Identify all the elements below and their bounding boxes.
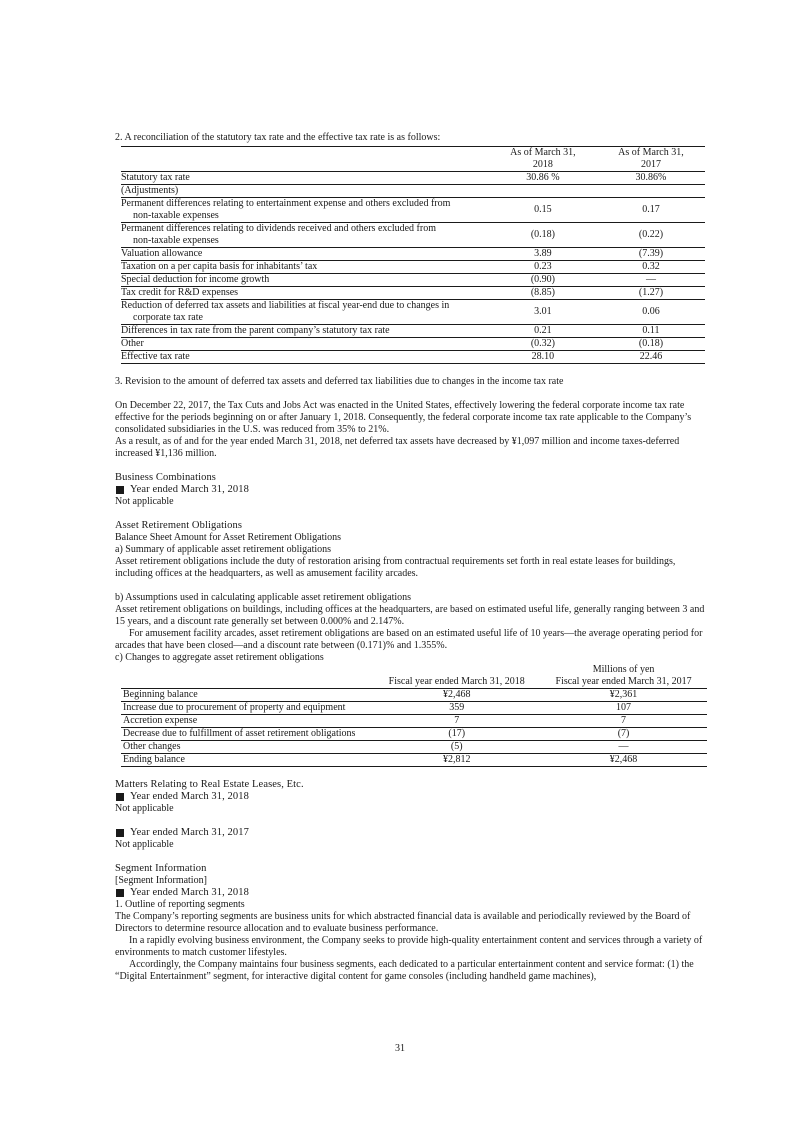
table-row: Other changes (5) — <box>121 741 707 754</box>
year-heading: Year ended March 31, 2018 <box>115 791 707 803</box>
table-row: Tax credit for R&D expenses (8.85) (1.27) <box>121 287 705 300</box>
table-row: Taxation on a per capita basis for inhabitants’ tax 0.23 0.32 <box>121 261 705 274</box>
item-title: b) Assumptions used in calculating applicable asset retirement obligations <box>115 592 412 603</box>
section-heading: Asset Retirement Obligations <box>115 520 243 531</box>
not-applicable-text: Not applicable <box>115 803 174 814</box>
item-title: a) Summary of applicable asset retirement obligations <box>115 544 332 555</box>
column-header-2017: Fiscal year ended March 31, 2017 <box>540 676 707 689</box>
table-row: Other (0.32) (0.18) <box>121 338 705 351</box>
square-bullet-icon <box>116 486 124 494</box>
table-row: Differences in tax rate from the parent company’s statutory tax rate 0.21 0.11 <box>121 325 705 338</box>
sub-heading: [Segment Information] <box>115 875 207 886</box>
square-bullet-icon <box>116 793 124 801</box>
segment-paragraph: Accordingly, the Company maintains four business segments, each dedicated to a particular entertainment content and service format: (1) the “Digital Entertainment” segment, for interactive digital content for game consoles (including handheld game machines), <box>115 959 694 982</box>
item-title: c) Changes to aggregate asset retirement obligations <box>115 652 324 663</box>
page-number: 31 <box>395 1043 405 1054</box>
column-header-2018: As of March 31, 2018 <box>489 147 597 172</box>
section-heading: Matters Relating to Real Estate Leases, Etc. <box>115 779 304 790</box>
column-header-2017: As of March 31, 2017 <box>597 147 705 172</box>
sub-heading: Balance Sheet Amount for Asset Retirement Obligations <box>115 532 342 543</box>
column-header-2018: Fiscal year ended March 31, 2018 <box>373 676 540 689</box>
tax-reconciliation-intro: 2. A reconciliation of the statutory tax rate and the effective tax rate is as follows: <box>115 132 441 143</box>
unit-label: Millions of yen <box>592 664 655 675</box>
item-title: 1. Outline of reporting segments <box>115 899 245 910</box>
section-heading: Segment Information <box>115 863 207 874</box>
item-text: For amusement facility arcades, asset retirement obligations are based on an estimated useful life of 10 years—the average operating period for arcades that have been closed—and a discount rate between (0.171)% and 1.355%. <box>115 628 703 651</box>
document-body <box>115 132 707 983</box>
year-heading: Year ended March 31, 2017 <box>115 827 707 839</box>
revision-title: 3. Revision to the amount of deferred tax assets and deferred tax liabilities due to changes in the income tax rate <box>115 376 564 387</box>
table-row: Valuation allowance 3.89 (7.39) <box>121 248 705 261</box>
table-row: Accretion expense 7 7 <box>121 715 707 728</box>
item-text: Asset retirement obligations on buildings, including offices at the headquarters, are based on estimated useful life, generally ranging between 3 and 15 years, and a discount rate generally set between 0.000% and 2.147%. <box>115 604 705 627</box>
table-header-row <box>121 147 705 172</box>
square-bullet-icon <box>116 829 124 837</box>
section-heading: Business Combinations <box>115 472 216 483</box>
tax-reconciliation-table <box>121 146 705 364</box>
year-heading: Year ended March 31, 2018 <box>115 887 707 899</box>
table-row: Beginning balance ¥2,468 ¥2,361 <box>121 689 707 702</box>
revision-paragraph: On December 22, 2017, the Tax Cuts and Jobs Act was enacted in the United States, effectively lowering the federal corporate income tax rate effective for the periods beginning on or after January 1, 2018. Consequently, the federal corporate income tax rate applicable to the Company’s consolidated subsidiaries in the U.S. was reduced from 35% to 21%. <box>115 400 692 435</box>
table-row: Ending balance ¥2,812 ¥2,468 <box>121 754 707 767</box>
table-row: Statutory tax rate 30.86 % 30.86% <box>121 172 705 185</box>
year-heading: Year ended March 31, 2018 <box>115 484 707 496</box>
aro-table <box>121 664 707 767</box>
table-row: Reduction of deferred tax assets and liabilities at fiscal year-end due to changes in corporate tax rate 3.01 0.06 <box>121 300 705 325</box>
table-row: Increase due to procurement of property and equipment 359 107 <box>121 702 707 715</box>
table-row: Permanent differences relating to entertainment expense and others excluded from non-taxable expenses 0.15 0.17 <box>121 198 705 223</box>
square-bullet-icon <box>116 889 124 897</box>
item-text: Asset retirement obligations include the duty of restoration arising from contractual requirements set forth in real estate leases for buildings, including offices at the headquarters, as well as amusement facility arcades. <box>115 556 676 579</box>
table-row: (Adjustments) <box>121 185 705 198</box>
not-applicable-text: Not applicable <box>115 496 174 507</box>
table-row: Special deduction for income growth (0.90) — <box>121 274 705 287</box>
table-header-row <box>121 676 707 689</box>
revision-paragraph: As a result, as of and for the year ended March 31, 2018, net deferred tax assets have decreased by ¥1,097 million and income taxes-deferred increased ¥1,136 million. <box>115 436 680 459</box>
table-row: Decrease due to fulfillment of asset retirement obligations (17) (7) <box>121 728 707 741</box>
table-row: Permanent differences relating to dividends received and others excluded from non-taxable expenses (0.18) (0.22) <box>121 223 705 248</box>
segment-paragraph: The Company’s reporting segments are business units for which abstracted financial data is available and periodically reviewed by the Board of Directors to determine resource allocation and to evaluate business performance. <box>115 911 691 934</box>
table-row: Effective tax rate 28.10 22.46 <box>121 351 705 364</box>
segment-paragraph: In a rapidly evolving business environment, the Company seeks to provide high-quality entertainment content and services through a variety of environments to match customer lifestyles. <box>115 935 703 958</box>
not-applicable-text: Not applicable <box>115 839 174 850</box>
